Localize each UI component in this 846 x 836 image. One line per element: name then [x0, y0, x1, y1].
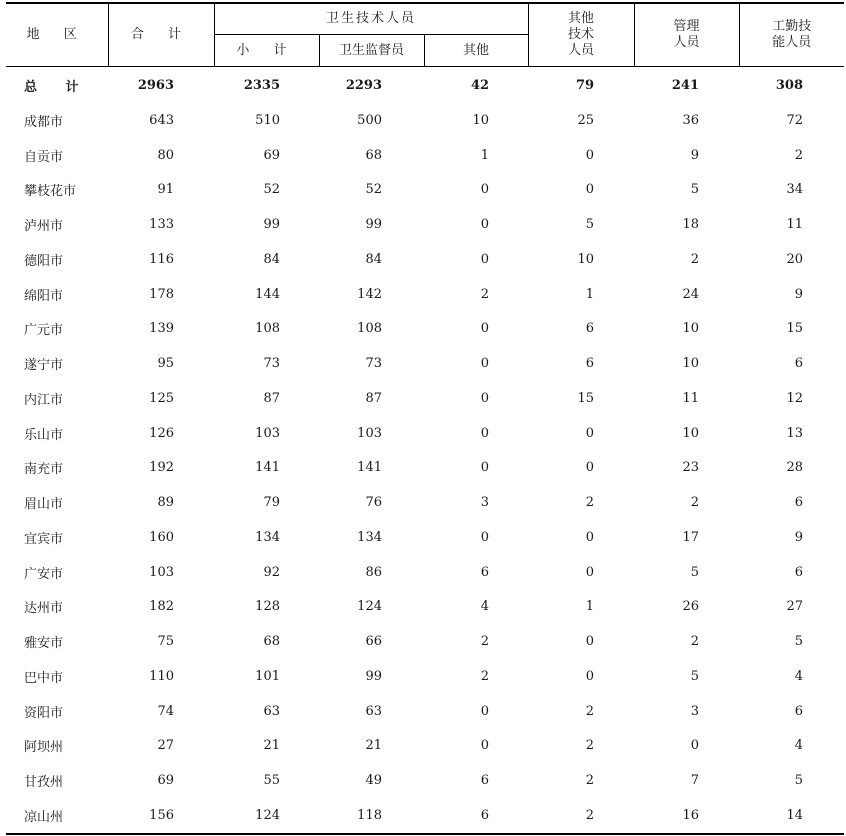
table-cell: 0 — [585, 564, 595, 580]
region-name: 阿坝州 — [24, 740, 64, 756]
header-management — [634, 3, 739, 67]
table-cell: 92 — [263, 564, 280, 580]
region-name: 成都市 — [24, 114, 64, 130]
table-cell: 23 — [682, 460, 700, 476]
header-other-tech — [528, 3, 634, 67]
table-cell: 25 — [577, 112, 595, 128]
region-name: 广安市 — [24, 566, 64, 582]
table-row — [6, 346, 844, 381]
table-cell: 142 — [357, 286, 382, 302]
table-cell: 95 — [157, 356, 174, 372]
table-cell: 6 — [794, 495, 804, 511]
region-name: 自贡市 — [24, 149, 64, 165]
table-row — [6, 103, 844, 138]
table-cell: 12 — [786, 390, 804, 406]
table-cell: 500 — [357, 112, 382, 128]
region-name: 巴中市 — [24, 670, 64, 686]
table-cell: 0 — [480, 321, 490, 337]
header-total: 合 计 — [108, 3, 214, 67]
region-name: 广元市 — [24, 323, 64, 339]
table-cell: 110 — [149, 668, 174, 684]
table-cell: 101 — [255, 668, 280, 684]
table-cell: 52 — [365, 182, 382, 198]
table-cell: 0 — [480, 460, 490, 476]
table-cell: 1 — [480, 147, 490, 163]
table-cell: 133 — [149, 217, 174, 233]
region-name: 泸州市 — [24, 219, 64, 235]
table-cell: 99 — [365, 668, 382, 684]
table-cell: 0 — [480, 182, 490, 198]
table-cell: 108 — [255, 321, 280, 337]
table-cell: 99 — [365, 217, 382, 233]
header-management-line: 人员 — [673, 35, 700, 50]
table-row — [6, 659, 844, 694]
table-cell: 63 — [365, 703, 382, 719]
table-row — [6, 277, 844, 312]
table-cell: 69 — [263, 147, 280, 163]
region-name: 攀枝花市 — [24, 184, 77, 200]
table-cell: 6 — [794, 356, 804, 372]
table-cell: 0 — [585, 425, 595, 441]
table-cell: 63 — [263, 703, 280, 719]
table-cell: 3 — [690, 703, 700, 719]
header-other-tech-line: 人员 — [568, 43, 595, 58]
table-cell: 34 — [786, 182, 804, 198]
total-row — [6, 67, 844, 104]
table-row — [6, 451, 844, 486]
table-cell: 36 — [682, 112, 700, 128]
table-cell: 128 — [255, 599, 280, 615]
table-cell: 91 — [157, 182, 174, 198]
table-row — [6, 763, 844, 798]
table-cell: 5 — [585, 217, 595, 233]
table-cell: 73 — [365, 356, 382, 372]
region-name: 眉山市 — [24, 497, 64, 513]
table-cell: 20 — [786, 251, 804, 267]
table-cell: 103 — [149, 564, 174, 580]
table-cell: 134 — [357, 529, 382, 545]
table-cell: 10 — [682, 425, 700, 441]
table-cell: 5 — [794, 634, 804, 650]
table-cell: 6 — [480, 564, 490, 580]
table-cell: 0 — [480, 356, 490, 372]
table-cell: 66 — [365, 634, 382, 650]
table-cell: 0 — [585, 460, 595, 476]
region-name: 甘孜州 — [24, 775, 64, 791]
table-cell: 0 — [480, 529, 490, 545]
table-cell: 21 — [365, 738, 382, 754]
table-row — [6, 207, 844, 242]
table-cell: 2 — [585, 703, 595, 719]
table-cell: 11 — [682, 390, 700, 406]
table-cell: 73 — [263, 356, 280, 372]
table-cell: 6 — [794, 564, 804, 580]
table-cell: 2 — [480, 286, 490, 302]
region-name: 资阳市 — [24, 705, 64, 721]
table-cell: 2 — [585, 773, 595, 789]
table-cell: 6 — [585, 321, 595, 337]
table-cell: 75 — [157, 634, 174, 650]
table-cell: 1 — [585, 599, 595, 615]
region-name: 德阳市 — [24, 253, 64, 269]
table-cell: 69 — [157, 773, 174, 789]
table-cell: 5 — [690, 182, 700, 198]
table-cell: 9 — [794, 286, 804, 302]
table-cell: 27 — [786, 599, 804, 615]
header-other-tech-line: 技术 — [568, 27, 595, 42]
table-cell: 182 — [149, 599, 174, 615]
table-row — [6, 416, 844, 451]
table-cell: 79 — [263, 495, 280, 511]
table-cell: 1 — [585, 286, 595, 302]
table-cell: 0 — [480, 390, 490, 406]
table-cell: 156 — [108, 798, 214, 834]
header-workers — [739, 3, 844, 67]
table-row — [6, 485, 844, 520]
table-cell: 26 — [682, 599, 700, 615]
table-cell: 9 — [794, 529, 804, 545]
table-cell: 10 — [682, 321, 700, 337]
table-cell: 0 — [585, 529, 595, 545]
table-row — [6, 555, 844, 590]
region-name: 宜宾市 — [24, 531, 64, 547]
table-cell: 49 — [365, 773, 382, 789]
region-name: 达州市 — [24, 601, 64, 617]
table-cell: 2 — [528, 798, 634, 834]
header-subtotal: 小 计 — [214, 35, 319, 67]
header-workers-line: 工勤技 — [772, 19, 812, 34]
table-cell: 27 — [157, 738, 174, 754]
table-cell: 108 — [357, 321, 382, 337]
total-cell: 308 — [775, 77, 804, 93]
total-cell: 42 — [470, 77, 490, 93]
header-health-tech-group: 卫生技术人员 — [214, 3, 528, 35]
table-row — [6, 798, 844, 834]
table-row — [6, 520, 844, 555]
table-cell: 28 — [786, 460, 804, 476]
table-cell: 15 — [577, 390, 595, 406]
table-cell: 2 — [690, 495, 700, 511]
table-cell: 84 — [365, 251, 382, 267]
region-name: 内江市 — [24, 392, 64, 408]
table-cell: 5 — [690, 668, 700, 684]
table-cell: 10 — [472, 112, 490, 128]
header-workers-line: 能人员 — [772, 35, 812, 50]
table-cell: 5 — [690, 564, 700, 580]
table-cell: 4 — [794, 738, 804, 754]
table-cell: 3 — [480, 495, 490, 511]
table-cell: 0 — [585, 668, 595, 684]
region-name: 凉山州 — [6, 798, 108, 834]
table-cell: 124 — [357, 599, 382, 615]
table-cell: 9 — [690, 147, 700, 163]
table-cell: 99 — [263, 217, 280, 233]
table-row — [6, 624, 844, 659]
table-cell: 643 — [149, 112, 174, 128]
region-name: 遂宁市 — [24, 358, 64, 374]
statistics-table-container — [6, 2, 844, 835]
table-cell: 74 — [157, 703, 174, 719]
table-cell: 89 — [157, 495, 174, 511]
region-name: 乐山市 — [24, 427, 64, 443]
table-cell: 80 — [157, 147, 174, 163]
table-cell: 0 — [480, 703, 490, 719]
table-cell: 84 — [263, 251, 280, 267]
table-cell: 0 — [480, 425, 490, 441]
table-cell: 68 — [263, 634, 280, 650]
table-body — [6, 67, 844, 834]
staff-statistics-table — [6, 2, 844, 835]
table-cell: 103 — [255, 425, 280, 441]
table-cell: 68 — [365, 147, 382, 163]
table-cell: 192 — [149, 460, 174, 476]
table-cell: 4 — [480, 599, 490, 615]
total-cell: 2335 — [243, 77, 280, 93]
total-cell: 241 — [671, 77, 700, 93]
table-cell: 5 — [794, 773, 804, 789]
table-cell: 2 — [480, 634, 490, 650]
table-cell: 10 — [682, 356, 700, 372]
table-cell: 2 — [585, 738, 595, 754]
table-cell: 0 — [690, 738, 700, 754]
total-cell: 79 — [575, 77, 595, 93]
total-label: 总 计 — [24, 79, 91, 95]
table-cell: 4 — [794, 668, 804, 684]
table-cell: 134 — [255, 529, 280, 545]
table-cell: 0 — [480, 738, 490, 754]
table-cell: 6 — [794, 703, 804, 719]
table-cell: 0 — [585, 634, 595, 650]
table-cell: 0 — [585, 182, 595, 198]
table-row — [6, 729, 844, 764]
table-cell: 17 — [682, 529, 700, 545]
table-cell: 55 — [263, 773, 280, 789]
table-cell: 510 — [255, 112, 280, 128]
table-cell: 0 — [480, 217, 490, 233]
table-cell: 13 — [786, 425, 804, 441]
table-cell: 144 — [255, 286, 280, 302]
table-row — [6, 312, 844, 347]
table-cell: 7 — [690, 773, 700, 789]
table-cell: 0 — [585, 147, 595, 163]
table-cell: 72 — [786, 112, 804, 128]
table-cell: 141 — [357, 460, 382, 476]
table-cell: 10 — [577, 251, 595, 267]
table-cell: 16 — [634, 798, 739, 834]
table-cell: 141 — [255, 460, 280, 476]
table-cell: 18 — [682, 217, 700, 233]
table-cell: 76 — [365, 495, 382, 511]
table-cell: 2 — [690, 251, 700, 267]
table-row — [6, 590, 844, 625]
table-cell: 52 — [263, 182, 280, 198]
table-cell: 6 — [424, 798, 528, 834]
table-cell: 116 — [149, 251, 174, 267]
table-cell: 118 — [319, 798, 424, 834]
table-cell: 14 — [739, 798, 844, 834]
header-region: 地 区 — [6, 3, 108, 67]
header-supervisor: 卫生监督员 — [319, 35, 424, 67]
total-cell: 2293 — [345, 77, 382, 93]
table-cell: 2 — [794, 147, 804, 163]
table-row — [6, 173, 844, 208]
table-cell: 6 — [480, 773, 490, 789]
table-cell: 87 — [263, 390, 280, 406]
table-cell: 11 — [786, 217, 804, 233]
table-cell: 103 — [357, 425, 382, 441]
table-cell: 24 — [682, 286, 700, 302]
table-cell: 160 — [149, 529, 174, 545]
region-name: 雅安市 — [24, 636, 64, 652]
table-cell: 6 — [585, 356, 595, 372]
table-header — [6, 3, 844, 67]
table-cell: 87 — [365, 390, 382, 406]
table-cell: 124 — [214, 798, 319, 834]
table-row — [6, 242, 844, 277]
table-cell: 139 — [149, 321, 174, 337]
table-cell: 15 — [786, 321, 804, 337]
table-row — [6, 138, 844, 173]
header-management-line: 管理 — [673, 19, 700, 34]
table-row — [6, 694, 844, 729]
table-cell: 125 — [149, 390, 174, 406]
table-cell: 178 — [149, 286, 174, 302]
table-cell: 2 — [585, 495, 595, 511]
table-cell: 2 — [690, 634, 700, 650]
header-other: 其他 — [424, 35, 528, 67]
table-cell: 126 — [149, 425, 174, 441]
region-name: 南充市 — [24, 462, 64, 478]
table-row — [6, 381, 844, 416]
table-cell: 0 — [480, 251, 490, 267]
region-name: 绵阳市 — [24, 288, 64, 304]
table-cell: 86 — [365, 564, 382, 580]
total-cell: 2963 — [137, 77, 174, 93]
table-cell: 2 — [480, 668, 490, 684]
header-other-tech-line: 其他 — [568, 11, 595, 26]
table-cell: 21 — [263, 738, 280, 754]
